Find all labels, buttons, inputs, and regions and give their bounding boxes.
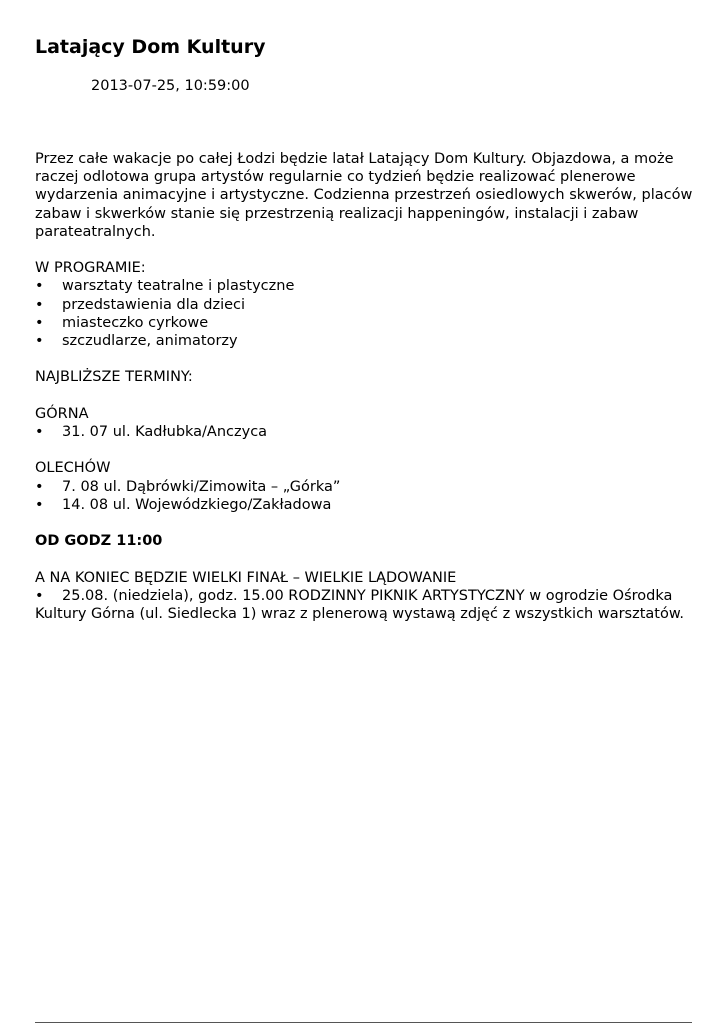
spacer — [35, 350, 695, 368]
program-heading: W PROGRAMIE: — [35, 260, 146, 277]
program-item — [35, 296, 695, 314]
finale-item-text: 25.08. (niedziela), godz. 15.00 RODZINNY PIKNIK ARTYSTYCZNY w ogrodzie Ośrodka Kultury Górna (ul. Siedlecka 1) wraz z plenerową wystawą zdjęć z wszystkich warsztatów. — [35, 587, 684, 622]
schedule-item-text: 31. 07 ul. Kadłubka/Anczyca — [62, 424, 268, 440]
schedule-item — [35, 496, 695, 514]
spacer — [35, 550, 695, 568]
program-item — [35, 277, 695, 295]
spacer — [35, 514, 695, 532]
program-item-text: przedstawienia dla dzieci — [62, 296, 246, 313]
schedule-item-text: 7. 08 ul. Dąbrówki/Zimowita – „Górka” — [62, 478, 341, 495]
location-heading-gorna: GÓRNA — [35, 405, 89, 422]
spacer — [35, 241, 695, 259]
program-item-text: warsztaty teatralne i plastyczne — [62, 278, 295, 295]
bullet-mark: • — [35, 587, 44, 604]
program-item — [35, 332, 695, 350]
bullet-mark: • — [35, 314, 44, 331]
article-body — [35, 150, 695, 623]
schedule-item — [35, 423, 695, 441]
bullet-mark: • — [35, 478, 44, 495]
finale-heading: A NA KONIEC BĘDZIE WIELKI FINAŁ – WIELKIE LĄDOWANIE — [35, 569, 457, 586]
bullet-mark: • — [35, 278, 44, 295]
schedule-item-text: 14. 08 ul. Wojewódzkiego/Zakładowa — [62, 496, 332, 513]
location-heading-olechow: OLECHÓW — [35, 460, 111, 477]
footer-divider — [35, 1022, 692, 1023]
finale-item — [35, 587, 695, 623]
intro-paragraph: Przez całe wakacje po całej Łodzi będzie latał Latający Dom Kultury. Objazdowa, a może raczej odlotowa grupa artystów regularnie co tydzień będzie realizować plenerowe wydarzenia animacyjne i artystyczne. Codzienna przestrzeń osiedlowych skwerów, placów zabaw i skwerków stanie się przestrzenią realizacji happeningów, instalacji i zabaw parateatralnych. — [35, 151, 693, 240]
bullet-mark: • — [35, 333, 44, 350]
time-note: OD GODZ 11:00 — [35, 533, 163, 550]
schedule-item — [35, 478, 695, 496]
program-item-text: miasteczko cyrkowe — [62, 314, 209, 331]
spacer — [35, 387, 695, 405]
terms-heading: NAJBLIŻSZE TERMINY: — [35, 369, 193, 386]
bullet-mark: • — [35, 296, 44, 313]
publish-date: 2013-07-25, 10:59:00 — [91, 78, 250, 94]
page-title: Latający Dom Kultury — [35, 36, 266, 58]
bullet-mark: • — [35, 496, 44, 513]
program-item-text: szczudlarze, animatorzy — [62, 333, 238, 350]
bullet-mark: • — [35, 424, 44, 440]
spacer — [35, 441, 695, 459]
program-item — [35, 314, 695, 332]
